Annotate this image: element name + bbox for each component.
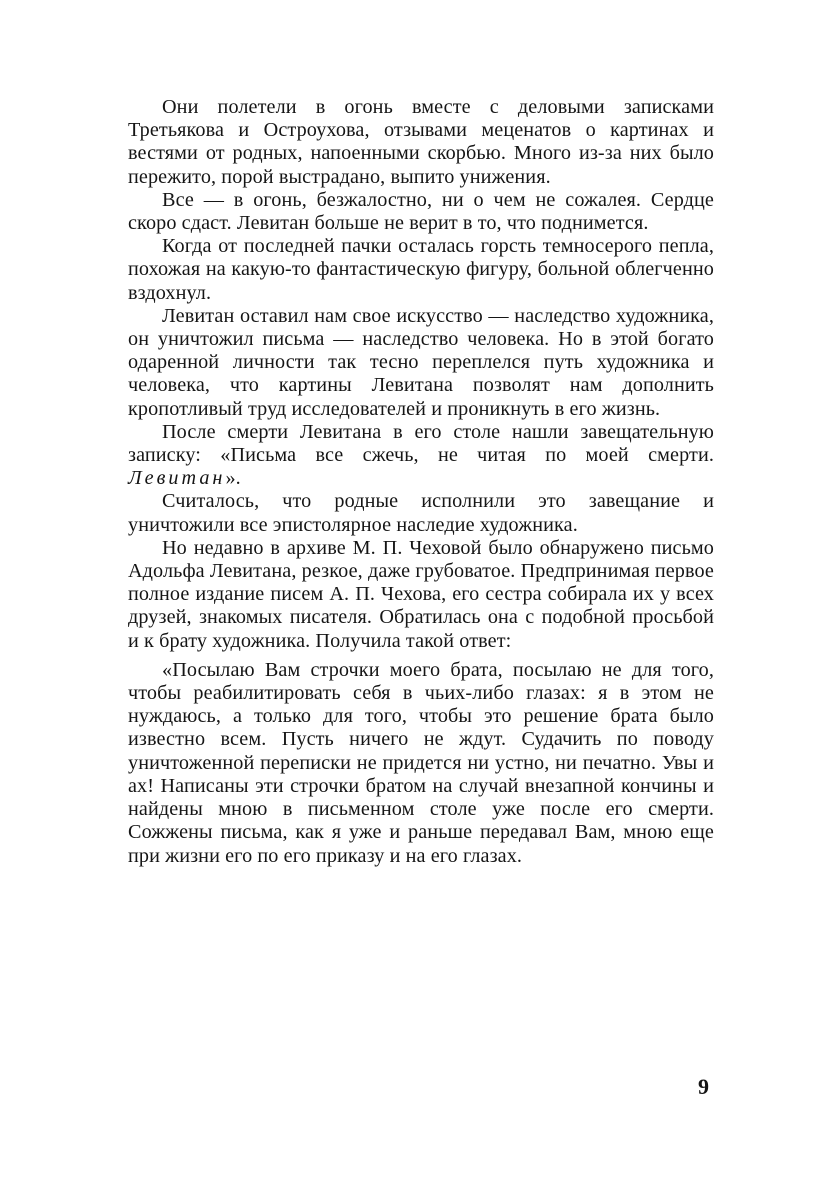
- paragraph-3: Когда от последней пачки осталась горсть темносерого пепла, похожая на какую-то фантастическую фигуру, больной облегченно вздохнул.: [128, 235, 714, 304]
- will-text: После смерти Левитана в его столе нашли завещательную записку: «Письма все сжечь, не читая по моей смерти.: [128, 420, 714, 467]
- will-signature: Левитан: [128, 467, 226, 490]
- paragraph-6: Считалось, что родные исполнили это завещание и уничтожили все эпистолярное наследие художника.: [128, 490, 714, 536]
- paragraph-7: Но недавно в архиве М. П. Чеховой было обнаружено письмо Адольфа Левитана, резкое, даже грубоватое. Предпринимая первое полное издание писем А. П. Чехова, его сестра собирала их у всех друзей, знакомых писателя. Обратилась она с подобной просьбой и к брату художника. Получила такой ответ:: [128, 536, 714, 652]
- page-number: 9: [698, 1074, 709, 1099]
- paragraph-will: [128, 421, 714, 491]
- paragraph-2: Все — в огонь, безжалостно, ни о чем не сожалея. Сердце скоро сдаст. Левитан больше не верит в то, что поднимется.: [128, 188, 714, 235]
- paragraph-1: Они полетели в огонь вместе с деловыми записками Третьякова и Остроухова, отзывами меценатов о картинах и вестями от родных, напоенными скорбью. Много из-за них было пережито, порой выстрадано, выпито унижения.: [128, 96, 714, 188]
- body-text: [128, 96, 714, 868]
- will-closing: ».: [225, 467, 241, 490]
- paragraph-4: Левитан оставил нам свое искусство — наследство художника, он уничтожил письма — наследство человека. Но в этой богато одаренной личности так тесно переплелся путь художника и человека, что картины Левитана позволят нам дополнить кропотливый труд исследователей и проникнуть в его жизнь.: [128, 304, 714, 420]
- letter-quote: «Посылаю Вам строчки моего брата, посылаю не для того, чтобы реабилитировать себя в чьих-либо глазах: я в этом не нуждаюсь, а только для того, чтобы это решение брата было известно всем. Пусть ничего не ждут. Судачить по поводу уничтоженной переписки не придется ни устно, ни печатно. Увы и ах! Написаны эти строчки братом на случай внезапной кончины и найдены мною в письменном столе уже после его смерти. Сожжены письма, как я уже и раньше передавал Вам, мною еще при жизни его по его приказу и на его глазах.: [128, 658, 714, 867]
